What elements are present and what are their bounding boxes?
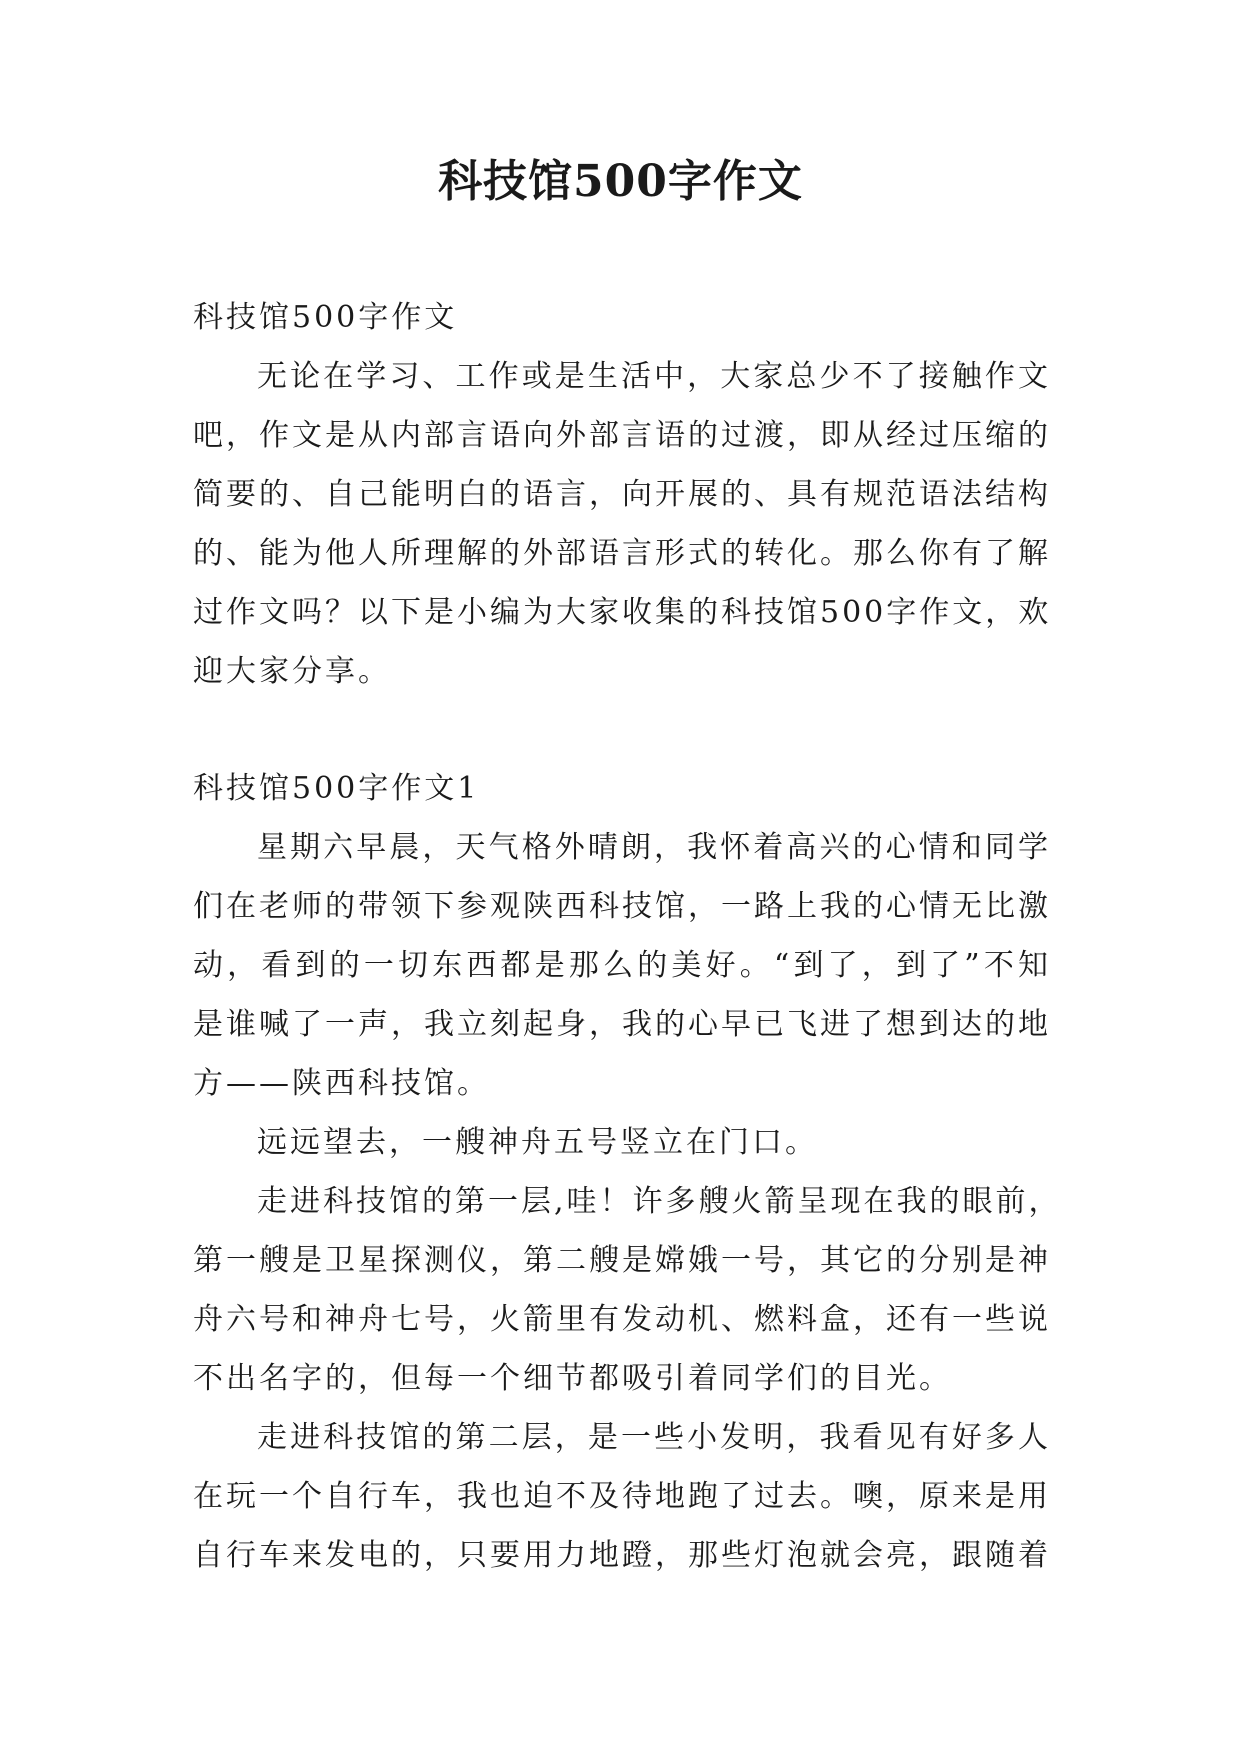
section-heading: 科技馆500字作文 (193, 300, 458, 335)
text-line: 星期六早晨，天气格外晴朗，我怀着高兴的心情和同学 (257, 830, 1051, 865)
text-line: 走进科技馆的第一层,哇！许多艘火箭呈现在我的眼前， (257, 1184, 1062, 1219)
essay-paragraph-1 (193, 818, 1051, 1113)
text-line: 动，看到的一切东西都是那么的美好。“到了，到了”不知 (193, 948, 1051, 983)
text-line: 是谁喊了一声，我立刻起身，我的心早已飞进了想到达的地 (193, 1007, 1051, 1042)
text-line: 们在老师的带领下参观陕西科技馆，一路上我的心情无比激 (193, 889, 1051, 924)
text-line: 过作文吗？以下是小编为大家收集的科技馆500字作文，欢 (193, 595, 1052, 630)
text-line: 走进科技馆的第二层，是一些小发明，我看见有好多人 (257, 1420, 1051, 1455)
essay-paragraph-3 (193, 1172, 1062, 1408)
text-line: 不出名字的，但每一个细节都吸引着同学们的目光。 (193, 1361, 952, 1396)
essay-heading: 科技馆500字作文1 (193, 771, 480, 806)
document-body (193, 288, 1062, 1585)
text-line: 简要的、自己能明白的语言，向开展的、具有规范语法结构 (193, 477, 1051, 512)
text-line: 吧，作文是从内部言语向外部言语的过渡，即从经过压缩的 (193, 418, 1051, 453)
document-title: 科技馆500字作文 (438, 156, 803, 207)
intro-paragraph (193, 347, 1051, 701)
text-line: 在玩一个自行车，我也迫不及待地跑了过去。噢，原来是用 (193, 1479, 1051, 1514)
essay-paragraph-4 (193, 1408, 1051, 1585)
text-line: 方——陕西科技馆。 (193, 1066, 490, 1101)
text-line: 的、能为他人所理解的外部语言形式的转化。那么你有了解 (193, 536, 1051, 571)
text-line: 远远望去，一艘神舟五号竖立在门口。 (257, 1125, 818, 1160)
text-line: 舟六号和神舟七号，火箭里有发动机、燃料盒，还有一些说 (193, 1302, 1051, 1337)
paragraph-spacer (193, 701, 1051, 759)
text-line: 自行车来发电的，只要用力地蹬，那些灯泡就会亮，跟随着 (193, 1538, 1051, 1573)
text-line: 第一艘是卫星探测仪，第二艘是嫦娥一号，其它的分别是神 (193, 1243, 1051, 1278)
essay-paragraph-2 (193, 1113, 1051, 1172)
text-line: 迎大家分享。 (193, 654, 391, 689)
text-line: 无论在学习、工作或是生活中，大家总少不了接触作文 (257, 359, 1051, 394)
